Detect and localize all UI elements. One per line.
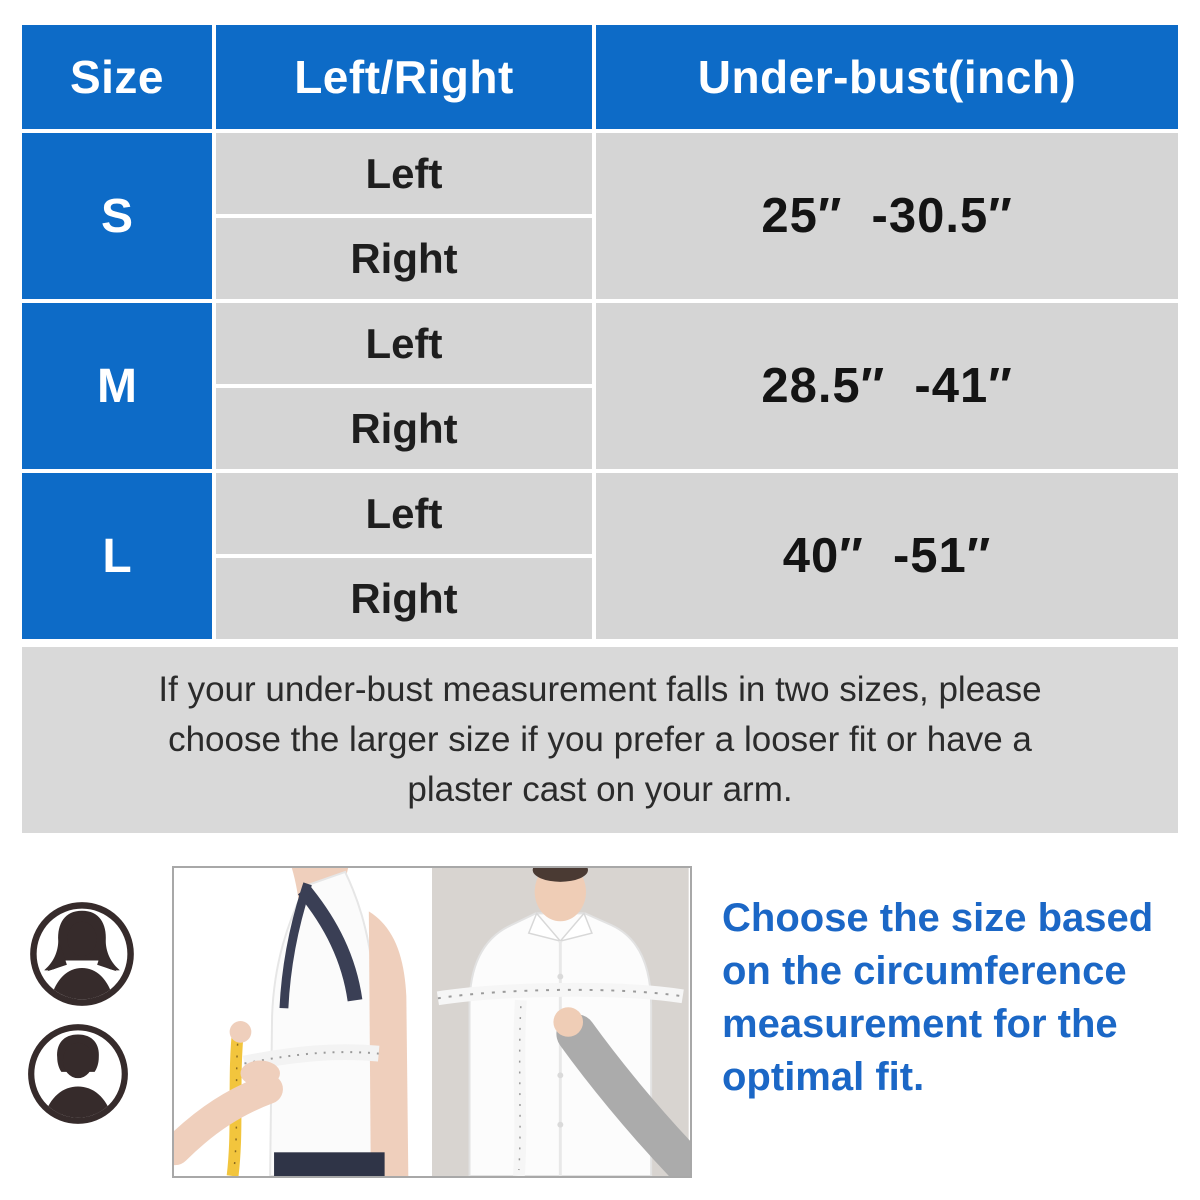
side-cell-l-left: Left [216,473,592,554]
tip-text [722,892,1182,1104]
side-cell-m-left: Left [216,303,592,384]
range-cell-m: 28.5″ -41″ [596,303,1178,469]
male-avatar-icon [26,1022,130,1126]
sizing-note [22,647,1178,833]
tip-line-2: on the circumference [722,949,1127,993]
header-left-right: Left/Right [216,25,592,129]
side-cell-l-right: Right [216,558,592,639]
size-cell-m: M [22,303,212,469]
range-cell-l: 40″ -51″ [596,473,1178,639]
side-cell-s-right: Right [216,218,592,299]
range-cell-s: 25″ -30.5″ [596,133,1178,299]
size-cell-l: L [22,473,212,639]
side-cell-s-left: Left [216,133,592,214]
tip-line-4: optimal fit. [722,1055,925,1099]
note-line-2: choose the larger size if you prefer a looser fit or have a [168,720,1032,759]
size-table [22,25,1178,639]
size-cell-s: S [22,133,212,299]
tip-line-3: measurement for the [722,1002,1118,1046]
tip-line-1: Choose the size based [722,896,1154,940]
side-cell-m-right: Right [216,388,592,469]
header-size: Size [22,25,212,129]
measurement-photo [172,866,692,1178]
note-line-1: If your under-bust measurement falls in two sizes, please [158,670,1042,709]
female-avatar-icon [28,900,136,1008]
header-under-bust: Under-bust(inch) [596,25,1178,129]
note-line-3: plaster cast on your arm. [407,770,793,809]
